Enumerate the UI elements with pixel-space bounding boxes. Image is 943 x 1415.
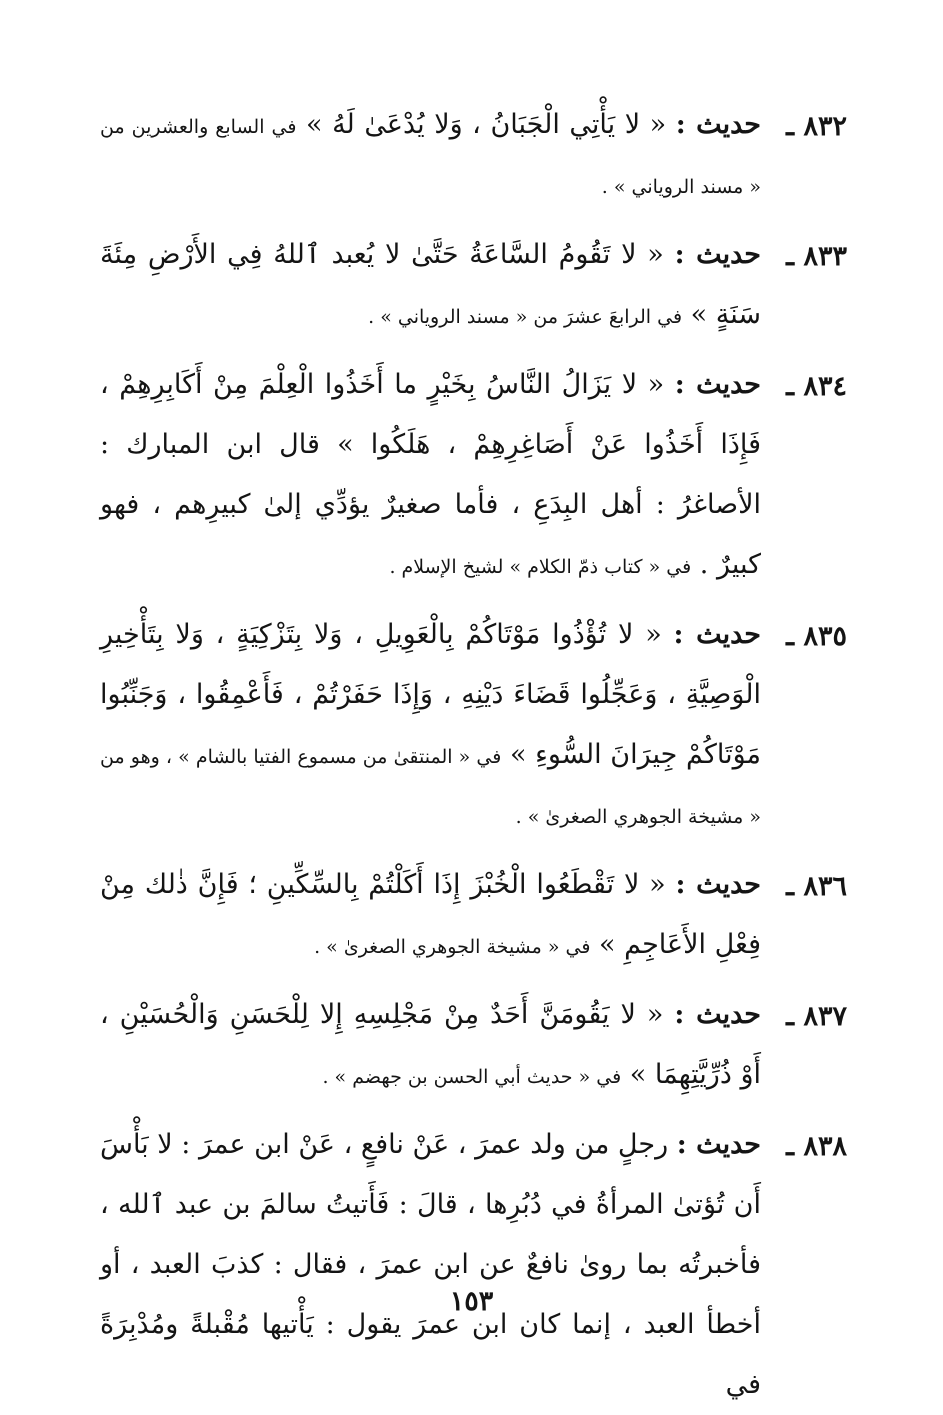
entry-number: ٨٣٦ ـ — [786, 871, 847, 902]
hadith-label: حديث : — [674, 999, 761, 1030]
entry-body — [100, 95, 761, 215]
hadith-text: « لا تَقُومُ السَّاعَةُ حَتَّىٰ لا يُعبد ٱللهُ فِي الأَرْضِ مِئَةَ سَنَةٍ » — [100, 239, 761, 330]
entry-body — [100, 225, 761, 345]
entry-text — [100, 355, 761, 595]
entry-number: ٨٣٨ ـ — [786, 1131, 847, 1162]
source-reference: في « مشيخة الجوهري الصغرىٰ » . — [314, 936, 591, 958]
hadith-text: « لا يَقُومَنَّ أَحَدٌ مِنْ مَجْلِسِهِ إِلا لِلْحَسَنِ وَالْحُسَيْنِ ، أَوْ ذُرِّيَّتِهِمَا » — [100, 999, 761, 1090]
entry-body — [100, 1115, 761, 1415]
hadith-text: « لا تُؤْذُوا مَوْتَاكُمْ بِالْعَوِيلِ ، وَلا بِتَزْكِيَةٍ ، وَلا بِتَأْخِيرِ الْوَصِيَّةِ ، وَعَجِّلُوا قَضَاءَ دَيْنِهِ ، وَإِذَا حَفَرْتُمْ ، فَأَعْمِقُوا ، وَجَنِّبُوا مَوْتَاكُمْ جِيرَانَ السُّوءِ » — [100, 619, 762, 770]
entry-body — [100, 855, 761, 975]
hadith-label: حديث : — [676, 1129, 761, 1160]
hadith-entry-837 — [100, 985, 847, 1105]
hadith-entry-834 — [100, 355, 847, 595]
page-number: ١٥٣ — [449, 1286, 494, 1317]
hadith-entry-838 — [100, 1115, 847, 1415]
book-page — [100, 95, 847, 1400]
entry-text — [100, 605, 761, 845]
entry-body — [100, 355, 761, 595]
source-reference: في « كتاب ذمّ الكلام » لشيخ الإسلام . — [389, 556, 692, 578]
entry-body — [100, 605, 761, 845]
entry-number: ٨٣٧ ـ — [786, 1001, 847, 1032]
entry-text — [100, 95, 761, 215]
entry-number: ٨٣٣ ـ — [786, 241, 847, 272]
entry-number: ٨٣٤ ـ — [786, 371, 847, 402]
hadith-text: « لا يَأْتِي الْجَبَانُ ، وَلا يُدْعَىٰ لَهُ » — [305, 109, 667, 140]
hadith-entry-833 — [100, 225, 847, 345]
source-reference: في السابع والعشرين من « مسند الروياني » . — [100, 116, 761, 198]
hadith-text: « لا تَقْطَعُوا الْخُبْزَ إِذَا أَكَلْتُمْ بِالسِّكِّينِ ؛ فَإِنَّ ذٰلك مِنْ فِعْلِ الأَعَاجِمِ » — [100, 869, 761, 960]
entry-number: ٨٣٥ ـ — [786, 621, 847, 652]
entry-text — [100, 985, 761, 1105]
hadith-label: حديث : — [675, 869, 761, 900]
hadith-entry-832 — [100, 95, 847, 215]
hadith-entry-835 — [100, 605, 847, 845]
hadith-entry-836 — [100, 855, 847, 975]
hadith-label: حديث : — [673, 619, 761, 650]
entry-text — [100, 855, 761, 975]
entry-text — [100, 1115, 761, 1415]
source-reference: في « حديث أبي الحسن بن جهضم » . — [322, 1066, 622, 1088]
entry-body — [100, 985, 761, 1105]
hadith-label: حديث : — [674, 369, 761, 400]
hadith-label: حديث : — [674, 239, 761, 270]
source-reference: في « المنتقىٰ من مسموع الفتيا بالشام » ، وهو من « مشيخة الجوهري الصغرىٰ » . — [100, 746, 761, 828]
entry-text — [100, 225, 761, 345]
hadith-text: رجلٍ من ولد عمرَ ، عَنْ نافعٍ ، عَنْ ابن عمرَ : لا بَأْسَ أَن تُؤتىٰ المرأةُ في دُبُرِها ، قالَ : فَأَتيتُ سالمَ بن عبد ٱلله ، فأخبرتُه بما روىٰ نافعٌ عن ابن عمرَ ، فقال : كذبَ العبد ، أو أخطأ العبد ، إنما كان ابن عمرَ يقول : يَأْتيها مُقْبلةً ومُدْبِرَةً في — [100, 1129, 761, 1400]
hadith-label: حديث : — [675, 109, 761, 140]
hadith-text: « لا يَزَالُ النَّاسُ بِخَيْرٍ ما أَخَذُوا الْعِلْمَ مِنْ أَكَابِرِهِمْ ، فَإِذَا أَخَذُوا عَنْ أَصَاغِرِهِمْ ، هَلَكُوا » قال ابن المبارك : الأصاغرُ : أهل البِدَعِ ، فأما صغيرٌ يؤدِّي إلىٰ كبيرِهم ، فهو كبيرٌ . — [100, 369, 761, 580]
entry-number: ٨٣٢ ـ — [786, 111, 847, 142]
source-reference: في الرابعَ عشرَ من « مسند الروياني » . — [368, 306, 683, 328]
